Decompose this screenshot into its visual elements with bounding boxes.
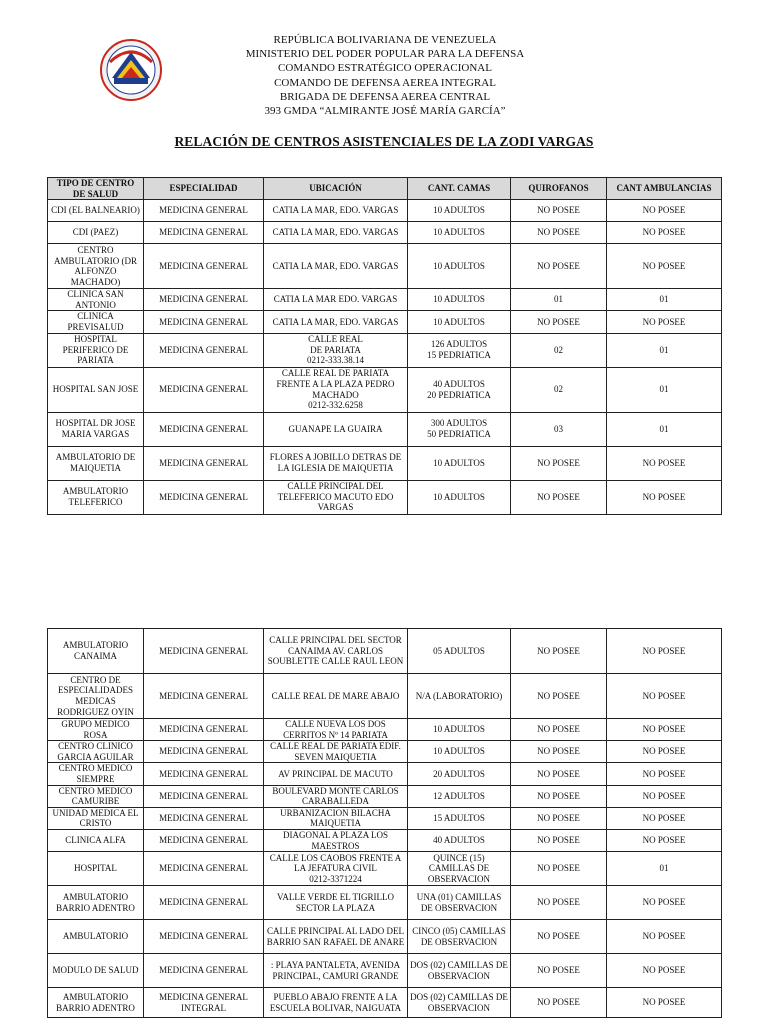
table-row [48,829,722,851]
cell-location: CATIA LA MAR, EDO. VARGAS [264,200,408,222]
cell-beds: UNA (01) CAMILLAS DE OBSERVACION [408,886,511,920]
cell-specialty: MEDICINA GENERAL [144,311,264,333]
cell-specialty: MEDICINA GENERAL [144,829,264,851]
cell-location: CATIA LA MAR, EDO. VARGAS [264,222,408,244]
cell-location: BOULEVARD MONTE CARLOS CARABALLEDA [264,785,408,807]
column-header: ESPECIALIDAD [144,178,264,200]
cell-ambulances: NO POSEE [607,954,722,988]
table-row [48,200,722,222]
document-header [170,33,600,118]
cell-ambulances: NO POSEE [607,829,722,851]
cell-beds: 10 ADULTOS [408,741,511,763]
header-line-ministry: MINISTERIO DEL PODER POPULAR PARA LA DEFENSA [245,48,525,61]
header-line-republic: REPÚBLICA BOLIVARIANA DE VENEZUELA [273,34,497,46]
table-row [48,785,722,807]
cell-specialty: MEDICINA GENERAL [144,244,264,289]
cell-specialty: MEDICINA GENERAL [144,200,264,222]
cell-operating-rooms: NO POSEE [511,674,607,719]
cell-location: CATIA LA MAR, EDO. VARGAS [264,244,408,289]
table-row [48,741,722,763]
cell-center-type: CENTRO CLINICO GARCIA AGUILAR [48,741,144,763]
cell-location: CALLE PRINCIPAL DEL TELEFERICO MACUTO EDO VARGAS [264,480,408,514]
cell-beds: 40 ADULTOS 20 PEDRIATICA [408,367,511,412]
cell-specialty: MEDICINA GENERAL INTEGRAL [144,988,264,1018]
column-header: UBICACIÓN [264,178,408,200]
header-line-codai: COMANDO DE DEFENSA AEREA INTEGRAL [274,76,496,89]
cell-center-type: AMBULATORIO BARRIO ADENTRO [48,886,144,920]
cell-specialty: MEDICINA GENERAL [144,807,264,829]
cell-location: FLORES A JOBILLO DETRAS DE LA IGLESIA DE MAIQUETIA [264,446,408,480]
cell-operating-rooms: NO POSEE [511,200,607,222]
cell-location: PUEBLO ABAJO FRENTE A LA ESCUELA BOLIVAR, NAIGUATA [264,988,408,1018]
cell-beds: DOS (02) CAMILLAS DE OBSERVACION [408,954,511,988]
cell-center-type: AMBULATORIO BARRIO ADENTRO [48,988,144,1018]
cell-center-type: CENTRO AMBULATORIO (DR ALFONZO MACHADO) [48,244,144,289]
cell-beds: 10 ADULTOS [408,222,511,244]
cell-operating-rooms: NO POSEE [511,311,607,333]
cell-location: URBANIZACION BILACHA MAIQUETIA [264,807,408,829]
table-row [48,629,722,674]
cell-location: CALLE PRINCIPAL AL LADO DEL BARRIO SAN RAFAEL DE ANARE [264,920,408,954]
cell-center-type: AMBULATORIO DE MAIQUETIA [48,446,144,480]
cell-center-type: CENTRO DE ESPECIALIDADES MEDICAS RODRIGUEZ OYIN [48,674,144,719]
cell-operating-rooms: NO POSEE [511,763,607,785]
cell-beds: QUINCE (15) CAMILLAS DE OBSERVACION [408,852,511,886]
cell-center-type: HOSPITAL PERIFERICO DE PARIATA [48,333,144,367]
cell-specialty: MEDICINA GENERAL [144,333,264,367]
cell-ambulances: NO POSEE [607,741,722,763]
cell-ambulances: NO POSEE [607,200,722,222]
cell-ambulances: NO POSEE [607,988,722,1018]
cell-specialty: MEDICINA GENERAL [144,629,264,674]
cell-ambulances: NO POSEE [607,674,722,719]
cell-operating-rooms: NO POSEE [511,852,607,886]
cell-operating-rooms: NO POSEE [511,807,607,829]
cell-center-type: CLINICA PREVISALUD [48,311,144,333]
cell-center-type: HOSPITAL [48,852,144,886]
cell-location: CALLE NUEVA LOS DOS CERRITOS Nº 14 PARIATA [264,719,408,741]
table-row [48,674,722,719]
table-row [48,807,722,829]
cell-beds: DOS (02) CAMILLAS DE OBSERVACION [408,988,511,1018]
cell-location: VALLE VERDE EL TIGRILLO SECTOR LA PLAZA [264,886,408,920]
table-body [48,629,722,1018]
table-row [48,244,722,289]
cell-beds: 10 ADULTOS [408,719,511,741]
cell-operating-rooms: NO POSEE [511,886,607,920]
table-row [48,719,722,741]
cell-location: CATIA LA MAR, EDO. VARGAS [264,311,408,333]
cell-specialty: MEDICINA GENERAL [144,852,264,886]
cell-operating-rooms: NO POSEE [511,222,607,244]
table-row [48,412,722,446]
health-centers-table [47,177,722,515]
cell-ambulances: NO POSEE [607,763,722,785]
cell-specialty: MEDICINA GENERAL [144,763,264,785]
cell-specialty: MEDICINA GENERAL [144,741,264,763]
cell-ambulances: NO POSEE [607,886,722,920]
cell-beds: 05 ADULTOS [408,629,511,674]
cell-center-type: CLINICA ALFA [48,829,144,851]
cell-operating-rooms: 01 [511,289,607,311]
header-line-brigade: BRIGADA DE DEFENSA AEREA CENTRAL [279,90,491,103]
cell-location: DIAGONAL A PLAZA LOS MAESTROS [264,829,408,851]
cell-center-type: AMBULATORIO [48,920,144,954]
cell-ambulances: NO POSEE [607,629,722,674]
cell-location: CALLE REAL DE PARIATA FRENTE A LA PLAZA PEDRO MACHADO 0212-332.6258 [264,367,408,412]
cell-center-type: GRUPO MEDICO ROSA [48,719,144,741]
cell-operating-rooms: NO POSEE [511,244,607,289]
cell-operating-rooms: 02 [511,333,607,367]
cell-center-type: CENTRO MEDICO SIEMPRE [48,763,144,785]
cell-beds: 15 ADULTOS [408,807,511,829]
table-row [48,920,722,954]
cell-location: GUANAPE LA GUAIRA [264,412,408,446]
cell-center-type: UNIDAD MEDICA EL CRISTO [48,807,144,829]
cell-location: CALLE LOS CAOBOS FRENTE A LA JEFATURA CIVIL 0212-3371224 [264,852,408,886]
cell-specialty: MEDICINA GENERAL [144,367,264,412]
cell-specialty: MEDICINA GENERAL [144,954,264,988]
cell-operating-rooms: NO POSEE [511,785,607,807]
column-header: QUIROFANOS [511,178,607,200]
cell-operating-rooms: NO POSEE [511,920,607,954]
cell-beds: 20 ADULTOS [408,763,511,785]
cell-specialty: MEDICINA GENERAL [144,289,264,311]
cell-center-type: MODULO DE SALUD [48,954,144,988]
cell-ambulances: 01 [607,333,722,367]
table-body [48,200,722,514]
table-header-row [48,178,722,200]
table-row [48,333,722,367]
document-title: RELACIÓN DE CENTROS ASISTENCIALES DE LA ZODI VARGAS [174,134,594,149]
cell-specialty: MEDICINA GENERAL [144,222,264,244]
cell-beds: 10 ADULTOS [408,244,511,289]
cell-beds: 126 ADULTOS 15 PEDRIATICA [408,333,511,367]
cell-specialty: MEDICINA GENERAL [144,886,264,920]
cell-specialty: MEDICINA GENERAL [144,920,264,954]
cell-ambulances: NO POSEE [607,446,722,480]
table-row [48,289,722,311]
table-row [48,367,722,412]
cell-ambulances: 01 [607,412,722,446]
cell-specialty: MEDICINA GENERAL [144,480,264,514]
cell-ambulances: 01 [607,367,722,412]
cell-operating-rooms: NO POSEE [511,829,607,851]
cell-beds: 40 ADULTOS [408,829,511,851]
cell-center-type: CENTRO MEDICO CAMURIBE [48,785,144,807]
column-header: CANT AMBULANCIAS [607,178,722,200]
cell-beds: 10 ADULTOS [408,446,511,480]
cell-center-type: AMBULATORIO TELEFERICO [48,480,144,514]
cell-ambulances: NO POSEE [607,480,722,514]
cell-ambulances: NO POSEE [607,244,722,289]
table-row [48,222,722,244]
table-row [48,852,722,886]
column-header: TIPO DE CENTRO DE SALUD [48,178,144,200]
cell-operating-rooms: NO POSEE [511,954,607,988]
cell-beds: CINCO (05) CAMILLAS DE OBSERVACION [408,920,511,954]
table-row [48,446,722,480]
cell-operating-rooms: NO POSEE [511,629,607,674]
table-row [48,311,722,333]
cell-beds: 10 ADULTOS [408,480,511,514]
cell-operating-rooms: NO POSEE [511,719,607,741]
health-centers-table-continued [47,628,722,1018]
cell-location: CALLE PRINCIPAL DEL SECTOR CANAIMA AV. CARLOS SOUBLETTE CALLE RAUL LEON [264,629,408,674]
cell-center-type: AMBULATORIO CANAIMA [48,629,144,674]
cell-location: AV PRINCIPAL DE MACUTO [264,763,408,785]
cell-location: CATIA LA MAR EDO. VARGAS [264,289,408,311]
cell-ambulances: NO POSEE [607,807,722,829]
cell-operating-rooms: NO POSEE [511,741,607,763]
cell-location: CALLE REAL DE PARIATA EDIF. SEVEN MAIQUETIA [264,741,408,763]
brigade-emblem-logo [100,38,162,102]
table-row [48,886,722,920]
cell-ambulances: 01 [607,852,722,886]
cell-ambulances: NO POSEE [607,719,722,741]
cell-beds: 10 ADULTOS [408,200,511,222]
cell-center-type: CDI (EL BALNEARIO) [48,200,144,222]
table-row [48,988,722,1018]
cell-location: CALLE REAL DE PARIATA 0212-333.38.14 [264,333,408,367]
cell-specialty: MEDICINA GENERAL [144,719,264,741]
header-line-gmda: 393 GMDA “ALMIRANTE JOSÉ MARÍA GARCÍA” [264,105,506,118]
cell-location: CALLE REAL DE MARE ABAJO [264,674,408,719]
cell-operating-rooms: NO POSEE [511,480,607,514]
column-header: CANT. CAMAS [408,178,511,200]
cell-beds: 12 ADULTOS [408,785,511,807]
cell-specialty: MEDICINA GENERAL [144,446,264,480]
cell-specialty: MEDICINA GENERAL [144,785,264,807]
table-row [48,480,722,514]
cell-specialty: MEDICINA GENERAL [144,412,264,446]
cell-ambulances: NO POSEE [607,222,722,244]
cell-location: : PLAYA PANTALETA, AVENIDA PRINCIPAL, CAMURI GRANDE [264,954,408,988]
cell-ambulances: NO POSEE [607,785,722,807]
cell-beds: N/A (LABORATORIO) [408,674,511,719]
cell-operating-rooms: 02 [511,367,607,412]
cell-center-type: HOSPITAL DR JOSE MARIA VARGAS [48,412,144,446]
cell-operating-rooms: NO POSEE [511,988,607,1018]
cell-specialty: MEDICINA GENERAL [144,674,264,719]
cell-center-type: CDI (PAEZ) [48,222,144,244]
cell-operating-rooms: NO POSEE [511,446,607,480]
cell-beds: 10 ADULTOS [408,289,511,311]
table-row [48,763,722,785]
cell-ambulances: NO POSEE [607,311,722,333]
cell-center-type: HOSPITAL SAN JOSE [48,367,144,412]
cell-ambulances: 01 [607,289,722,311]
cell-beds: 300 ADULTOS 50 PEDRIATICA [408,412,511,446]
cell-ambulances: NO POSEE [607,920,722,954]
cell-operating-rooms: 03 [511,412,607,446]
header-line-ceo: COMANDO ESTRATÉGICO OPERACIONAL [278,62,492,75]
cell-center-type: CLINICA SAN ANTONIO [48,289,144,311]
cell-beds: 10 ADULTOS [408,311,511,333]
table-row [48,954,722,988]
